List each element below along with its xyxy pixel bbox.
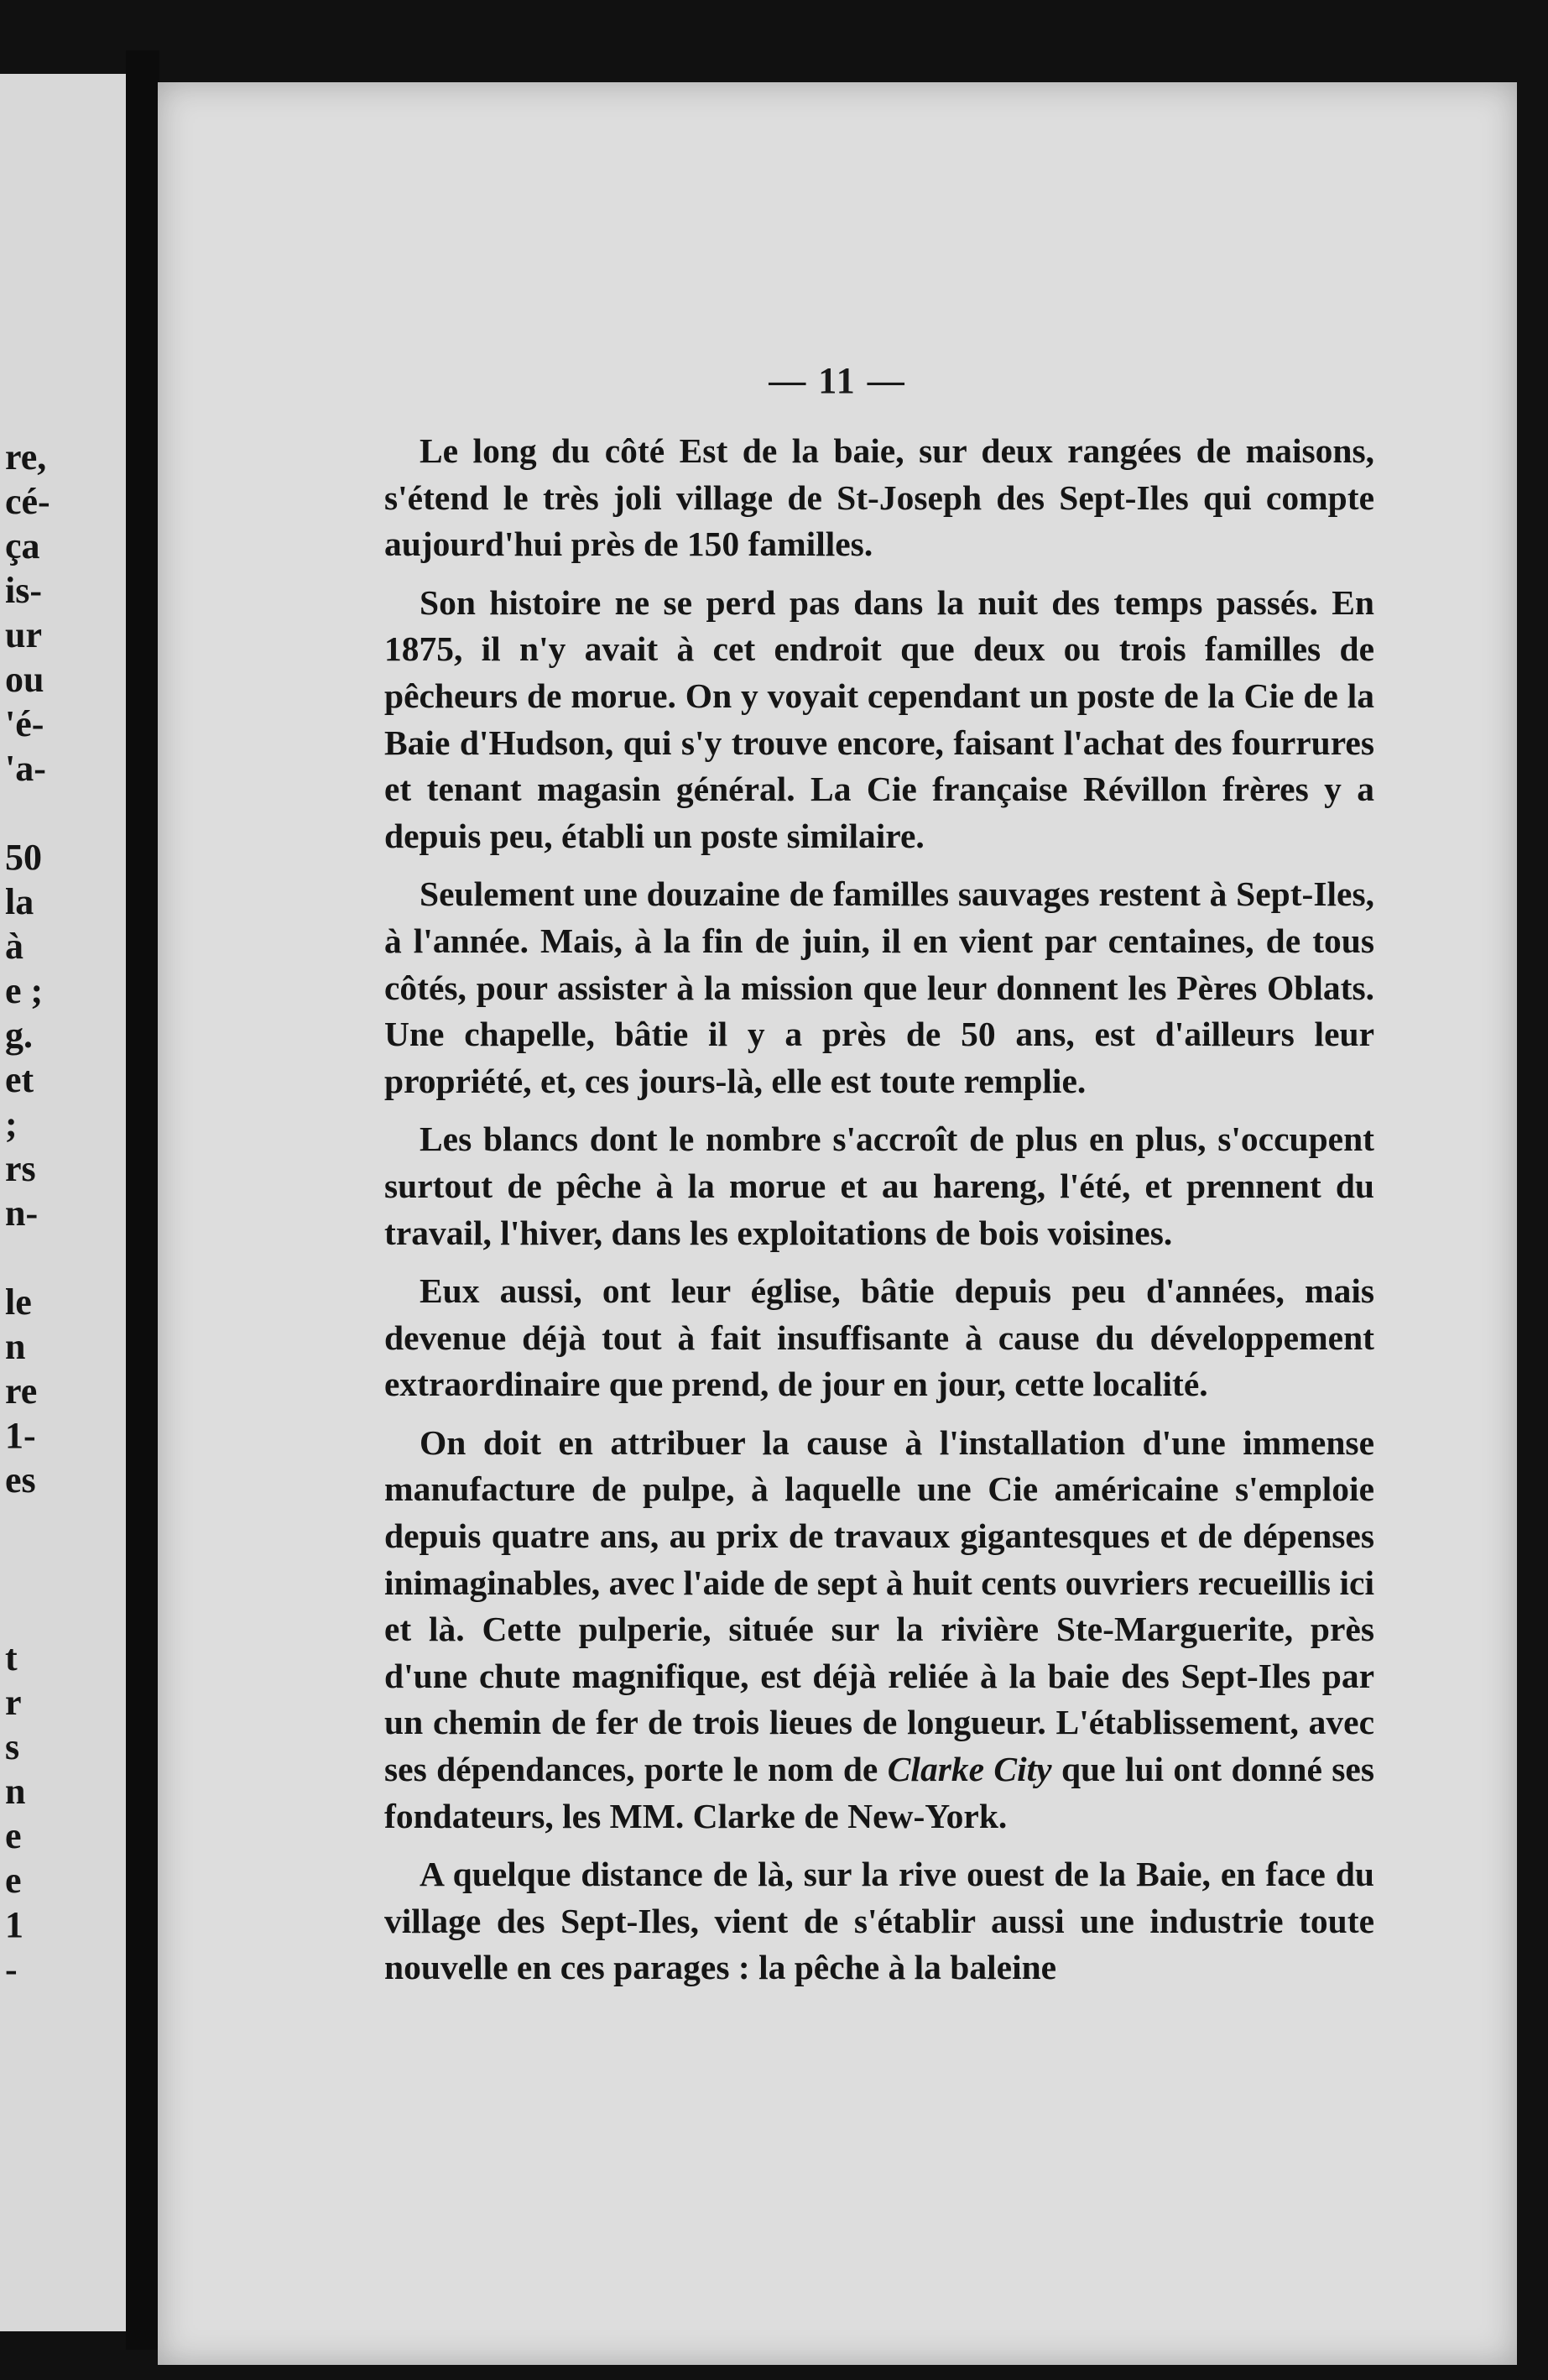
previous-page-fragment: n [5, 1771, 26, 1812]
body-text [384, 428, 1374, 2003]
previous-page-fragment: ; [5, 1104, 18, 1145]
previous-page-fragment: ça [5, 525, 40, 566]
paragraph-2: Son histoire ne se perd pas dans la nuit des temps passés. En 1875, il n'y avait à cet endroit que deux ou trois familles de pêcheurs de morue. On y voyait cependant un poste de la Cie de la Baie d'Hudson, qui s'y trouve encore, faisant l'achat des fourrures et tenant magasin général. La Cie française Révillon frères y a depuis peu, établi un poste similaire. [384, 582, 1374, 855]
paragraph-6-text-before: On doit en attribuer la cause à l'installation d'une immense manufacture de pulpe, à laquelle une Cie américaine s'emploie depuis quatre ans, au prix de travaux gigantesques et de dépenses inimaginables, avec l'aide de sept à huit cents ouvriers recueillis ici et là. Cette pulperie, située sur la rivière Ste-Marguerite, près d'une chute magnifique, est déjà reliée à la baie des Sept-Iles par un chemin de fer de trois lieues de longueur. L'établissement, avec ses dépendances, porte le nom de [384, 1422, 1374, 1789]
previous-page-fragment: la [5, 881, 34, 922]
previous-page-fragment: e ; [5, 970, 44, 1011]
previous-page-fragment: le [5, 1281, 32, 1323]
page-number: — 11 — [769, 360, 906, 401]
previous-page-fragment: n- [5, 1193, 39, 1234]
previous-page-fragment [5, 1547, 122, 1591]
paragraph-6 [384, 1420, 1374, 1840]
previous-page-fragment: s [5, 1726, 20, 1767]
company-name-italic: Clarke City [887, 1750, 1052, 1789]
previous-page-fragment: e [5, 1860, 22, 1901]
previous-page-fragment: 1 [5, 1904, 23, 1945]
previous-page-fragment: is- [5, 570, 42, 611]
previous-page-fragment: cé- [5, 481, 50, 522]
paragraph-4: Les blancs dont le nombre s'accroît de plus en plus, s'occupent surtout de pêche à la morue et au hareng, l'été, et prennent du travail, l'hiver, dans les exploitations de bois voisines. [384, 1120, 1374, 1252]
previous-page-fragment: n [5, 1326, 26, 1367]
previous-page-fragment: t [5, 1637, 18, 1678]
previous-page-fragment [5, 791, 122, 835]
previous-page-fragment: e [5, 1815, 22, 1856]
paragraph-7: A quelque distance de là, sur la rive ouest de la Baie, en face du village des Sept-Iles, vient de s'établir aussi une industrie toute nouvelle en ces parages : la pêche à la baleine [384, 1855, 1374, 1987]
previous-page-fragment: re, [5, 436, 47, 478]
previous-page-fragment: re [5, 1370, 38, 1412]
previous-page-fragment: es [5, 1459, 36, 1501]
book-gutter [126, 50, 159, 2350]
previous-page-fragment: ur [5, 614, 42, 655]
previous-page-fragments [5, 435, 122, 1991]
previous-page-edge [0, 74, 126, 2331]
previous-page-fragment: g. [5, 1015, 33, 1056]
previous-page-fragment: 'é- [5, 703, 44, 744]
previous-page-fragment: et [5, 1059, 34, 1100]
previous-page-fragment [5, 1235, 122, 1280]
previous-page-fragment: 'a- [5, 748, 46, 789]
previous-page-fragment: 50 [5, 837, 42, 878]
book-page [158, 82, 1517, 2365]
paragraph-3: Seulement une douzaine de familles sauvages restent à Sept-Iles, à l'année. Mais, à la fin de juin, il en vient par centaines, de tous côtés, pour assister à la mission que leur donnent les Pères Oblats. Une chapelle, bâtie il y a près de 50 ans, est d'ailleurs leur propriété, et, ces jours-là, elle est toute remplie. [384, 874, 1374, 1100]
paragraph-5: Eux aussi, ont leur église, bâtie depuis peu d'années, mais devenue déjà tout à fait insuffisante à cause du développement extraordinaire que prend, de jour en jour, cette localité. [384, 1271, 1374, 1404]
previous-page-fragment [5, 1502, 122, 1547]
previous-page-fragment: ou [5, 659, 44, 700]
previous-page-fragment [5, 1591, 122, 1636]
previous-page-fragment: - [5, 1949, 18, 1990]
previous-page-fragment: r [5, 1682, 22, 1723]
paragraph-1: Le long du côté Est de la baie, sur deux rangées de maisons, s'étend le très joli village de St-Joseph des Sept-Iles qui compte aujourd'hui près de 150 familles. [384, 431, 1374, 564]
paragraph-6-text-after: que lui ont donné ses fondateurs, les MM. Clarke de New-York. [384, 1750, 1374, 1835]
previous-page-fragment: à [5, 926, 23, 967]
previous-page-fragment: rs [5, 1148, 36, 1189]
previous-page-fragment: 1- [5, 1415, 36, 1456]
